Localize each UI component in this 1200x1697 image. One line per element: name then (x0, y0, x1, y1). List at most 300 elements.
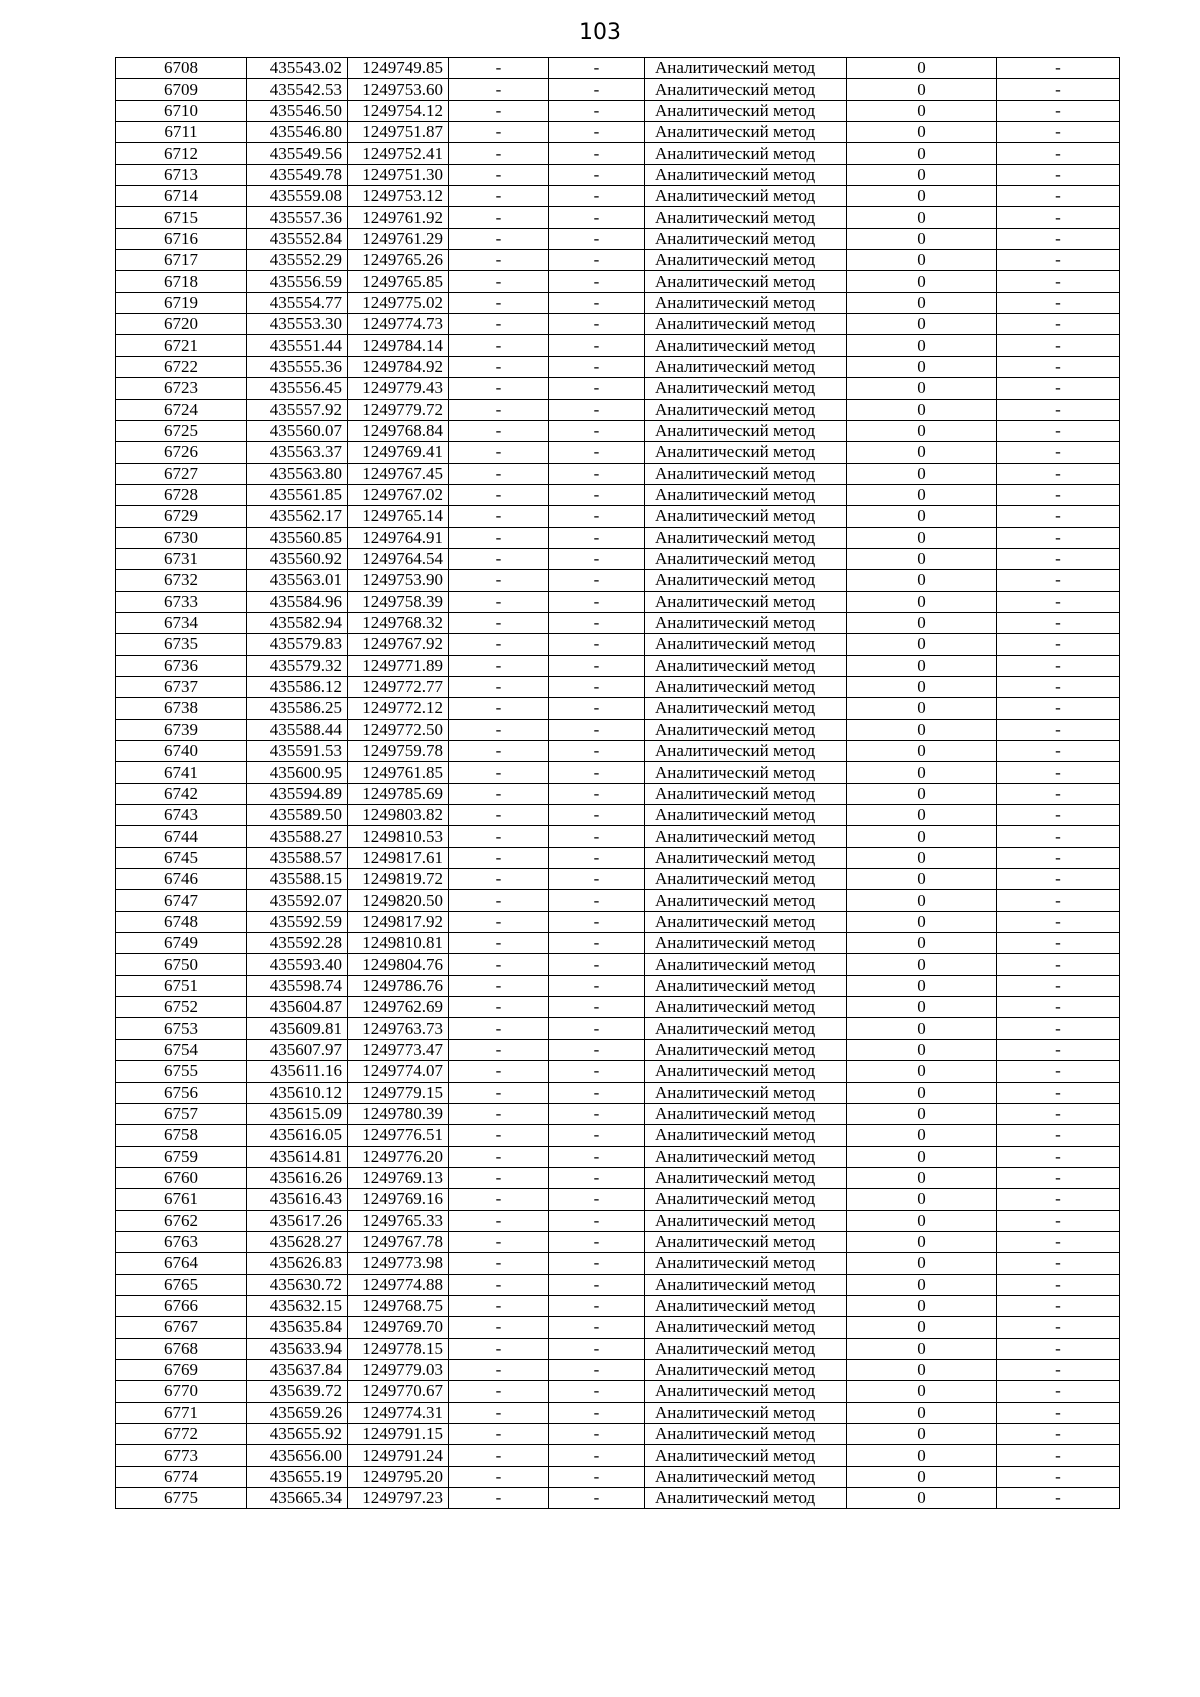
dash-cell: - (449, 890, 549, 911)
x-coordinate-cell: 435616.43 (247, 1189, 348, 1210)
point-number-cell: 6768 (116, 1338, 247, 1359)
dash-cell: - (449, 58, 549, 79)
value-cell: 0 (847, 79, 997, 100)
point-number-cell: 6747 (116, 890, 247, 911)
method-cell: Аналитический метод (645, 1061, 847, 1082)
dash-cell: - (449, 484, 549, 505)
x-coordinate-cell: 435637.84 (247, 1359, 348, 1380)
table-row (116, 1253, 1120, 1274)
x-coordinate-cell: 435607.97 (247, 1039, 348, 1060)
dash-cell: - (449, 1061, 549, 1082)
y-coordinate-cell: 1249785.69 (348, 783, 449, 804)
dash-cell: - (549, 271, 645, 292)
y-coordinate-cell: 1249772.77 (348, 676, 449, 697)
dash-cell: - (997, 1488, 1120, 1509)
dash-cell: - (997, 463, 1120, 484)
dash-cell: - (997, 58, 1120, 79)
value-cell: 0 (847, 997, 997, 1018)
dash-cell: - (549, 463, 645, 484)
dash-cell: - (549, 762, 645, 783)
method-cell: Аналитический метод (645, 356, 847, 377)
value-cell: 0 (847, 1167, 997, 1188)
dash-cell: - (997, 506, 1120, 527)
dash-cell: - (449, 378, 549, 399)
value-cell: 0 (847, 655, 997, 676)
value-cell: 0 (847, 719, 997, 740)
x-coordinate-cell: 435589.50 (247, 805, 348, 826)
value-cell: 0 (847, 484, 997, 505)
dash-cell: - (449, 869, 549, 890)
method-cell: Аналитический метод (645, 847, 847, 868)
dash-cell: - (449, 548, 549, 569)
dash-cell: - (997, 570, 1120, 591)
table-row (116, 186, 1120, 207)
dash-cell: - (449, 1125, 549, 1146)
dash-cell: - (997, 1167, 1120, 1188)
x-coordinate-cell: 435551.44 (247, 335, 348, 356)
method-cell: Аналитический метод (645, 1039, 847, 1060)
dash-cell: - (449, 591, 549, 612)
dash-cell: - (997, 164, 1120, 185)
x-coordinate-cell: 435560.92 (247, 548, 348, 569)
x-coordinate-cell: 435549.56 (247, 143, 348, 164)
dash-cell: - (997, 271, 1120, 292)
point-number-cell: 6726 (116, 442, 247, 463)
table-row (116, 420, 1120, 441)
dash-cell: - (549, 591, 645, 612)
dash-cell: - (997, 527, 1120, 548)
x-coordinate-cell: 435628.27 (247, 1231, 348, 1252)
point-number-cell: 6729 (116, 506, 247, 527)
table-row (116, 612, 1120, 633)
table-row (116, 1338, 1120, 1359)
dash-cell: - (549, 997, 645, 1018)
dash-cell: - (997, 1253, 1120, 1274)
dash-cell: - (997, 1082, 1120, 1103)
x-coordinate-cell: 435592.59 (247, 911, 348, 932)
method-cell: Аналитический метод (645, 228, 847, 249)
method-cell: Аналитический метод (645, 1253, 847, 1274)
dash-cell: - (449, 1167, 549, 1188)
x-coordinate-cell: 435656.00 (247, 1445, 348, 1466)
point-number-cell: 6746 (116, 869, 247, 890)
y-coordinate-cell: 1249768.84 (348, 420, 449, 441)
dash-cell: - (997, 1061, 1120, 1082)
y-coordinate-cell: 1249774.73 (348, 314, 449, 335)
dash-cell: - (997, 762, 1120, 783)
dash-cell: - (449, 314, 549, 335)
method-cell: Аналитический метод (645, 484, 847, 505)
method-cell: Аналитический метод (645, 933, 847, 954)
dash-cell: - (449, 762, 549, 783)
method-cell: Аналитический метод (645, 1103, 847, 1124)
dash-cell: - (549, 1103, 645, 1124)
x-coordinate-cell: 435633.94 (247, 1338, 348, 1359)
x-coordinate-cell: 435611.16 (247, 1061, 348, 1082)
method-cell: Аналитический метод (645, 463, 847, 484)
point-number-cell: 6774 (116, 1466, 247, 1487)
point-number-cell: 6742 (116, 783, 247, 804)
value-cell: 0 (847, 1103, 997, 1124)
value-cell: 0 (847, 1039, 997, 1060)
point-number-cell: 6749 (116, 933, 247, 954)
value-cell: 0 (847, 378, 997, 399)
dash-cell: - (449, 933, 549, 954)
point-number-cell: 6716 (116, 228, 247, 249)
method-cell: Аналитический метод (645, 1402, 847, 1423)
dash-cell: - (997, 442, 1120, 463)
dash-cell: - (449, 228, 549, 249)
y-coordinate-cell: 1249773.98 (348, 1253, 449, 1274)
value-cell: 0 (847, 122, 997, 143)
method-cell: Аналитический метод (645, 100, 847, 121)
y-coordinate-cell: 1249765.26 (348, 250, 449, 271)
x-coordinate-cell: 435553.30 (247, 314, 348, 335)
method-cell: Аналитический метод (645, 1082, 847, 1103)
dash-cell: - (997, 890, 1120, 911)
dash-cell: - (449, 271, 549, 292)
table-row (116, 805, 1120, 826)
table-row (116, 548, 1120, 569)
point-number-cell: 6775 (116, 1488, 247, 1509)
value-cell: 0 (847, 591, 997, 612)
value-cell: 0 (847, 954, 997, 975)
dash-cell: - (449, 1359, 549, 1380)
method-cell: Аналитический метод (645, 143, 847, 164)
dash-cell: - (997, 143, 1120, 164)
y-coordinate-cell: 1249778.15 (348, 1338, 449, 1359)
dash-cell: - (549, 869, 645, 890)
y-coordinate-cell: 1249749.85 (348, 58, 449, 79)
table-row (116, 762, 1120, 783)
dash-cell: - (997, 228, 1120, 249)
method-cell: Аналитический метод (645, 378, 847, 399)
method-cell: Аналитический метод (645, 1424, 847, 1445)
table-row (116, 250, 1120, 271)
y-coordinate-cell: 1249761.29 (348, 228, 449, 249)
dash-cell: - (449, 335, 549, 356)
dash-cell: - (549, 1338, 645, 1359)
table-row (116, 975, 1120, 996)
y-coordinate-cell: 1249761.85 (348, 762, 449, 783)
value-cell: 0 (847, 1210, 997, 1231)
method-cell: Аналитический метод (645, 399, 847, 420)
dash-cell: - (549, 890, 645, 911)
method-cell: Аналитический метод (645, 911, 847, 932)
dash-cell: - (549, 1317, 645, 1338)
value-cell: 0 (847, 100, 997, 121)
y-coordinate-cell: 1249786.76 (348, 975, 449, 996)
table-row (116, 698, 1120, 719)
table-row (116, 1295, 1120, 1316)
dash-cell: - (549, 783, 645, 804)
y-coordinate-cell: 1249771.89 (348, 655, 449, 676)
dash-cell: - (449, 1445, 549, 1466)
y-coordinate-cell: 1249773.47 (348, 1039, 449, 1060)
point-number-cell: 6765 (116, 1274, 247, 1295)
table-row (116, 79, 1120, 100)
table-row (116, 164, 1120, 185)
table-row (116, 847, 1120, 868)
table-row (116, 122, 1120, 143)
x-coordinate-cell: 435610.12 (247, 1082, 348, 1103)
dash-cell: - (549, 186, 645, 207)
method-cell: Аналитический метод (645, 826, 847, 847)
dash-cell: - (549, 1359, 645, 1380)
y-coordinate-cell: 1249769.41 (348, 442, 449, 463)
point-number-cell: 6752 (116, 997, 247, 1018)
x-coordinate-cell: 435579.83 (247, 634, 348, 655)
y-coordinate-cell: 1249774.31 (348, 1402, 449, 1423)
point-number-cell: 6750 (116, 954, 247, 975)
x-coordinate-cell: 435546.50 (247, 100, 348, 121)
value-cell: 0 (847, 250, 997, 271)
y-coordinate-cell: 1249767.02 (348, 484, 449, 505)
method-cell: Аналитический метод (645, 975, 847, 996)
dash-cell: - (449, 356, 549, 377)
value-cell: 0 (847, 335, 997, 356)
point-number-cell: 6714 (116, 186, 247, 207)
x-coordinate-cell: 435560.07 (247, 420, 348, 441)
table-row (116, 1402, 1120, 1423)
y-coordinate-cell: 1249753.12 (348, 186, 449, 207)
dash-cell: - (549, 570, 645, 591)
point-number-cell: 6759 (116, 1146, 247, 1167)
point-number-cell: 6762 (116, 1210, 247, 1231)
dash-cell: - (449, 805, 549, 826)
dash-cell: - (549, 1146, 645, 1167)
dash-cell: - (549, 314, 645, 335)
method-cell: Аналитический метод (645, 122, 847, 143)
dash-cell: - (549, 954, 645, 975)
dash-cell: - (549, 1125, 645, 1146)
y-coordinate-cell: 1249774.88 (348, 1274, 449, 1295)
table-row (116, 271, 1120, 292)
method-cell: Аналитический метод (645, 634, 847, 655)
y-coordinate-cell: 1249784.92 (348, 356, 449, 377)
method-cell: Аналитический метод (645, 164, 847, 185)
x-coordinate-cell: 435555.36 (247, 356, 348, 377)
value-cell: 0 (847, 164, 997, 185)
method-cell: Аналитический метод (645, 314, 847, 335)
x-coordinate-cell: 435639.72 (247, 1381, 348, 1402)
dash-cell: - (549, 1424, 645, 1445)
dash-cell: - (549, 1061, 645, 1082)
table-row (116, 911, 1120, 932)
y-coordinate-cell: 1249779.15 (348, 1082, 449, 1103)
point-number-cell: 6766 (116, 1295, 247, 1316)
point-number-cell: 6767 (116, 1317, 247, 1338)
table-row (116, 1189, 1120, 1210)
x-coordinate-cell: 435630.72 (247, 1274, 348, 1295)
y-coordinate-cell: 1249791.24 (348, 1445, 449, 1466)
method-cell: Аналитический метод (645, 1295, 847, 1316)
dash-cell: - (549, 250, 645, 271)
x-coordinate-cell: 435616.26 (247, 1167, 348, 1188)
dash-cell: - (997, 1338, 1120, 1359)
value-cell: 0 (847, 1061, 997, 1082)
dash-cell: - (449, 399, 549, 420)
dash-cell: - (549, 1231, 645, 1252)
point-number-cell: 6715 (116, 207, 247, 228)
method-cell: Аналитический метод (645, 1018, 847, 1039)
dash-cell: - (449, 1424, 549, 1445)
method-cell: Аналитический метод (645, 186, 847, 207)
point-number-cell: 6753 (116, 1018, 247, 1039)
table-row (116, 314, 1120, 335)
x-coordinate-cell: 435562.17 (247, 506, 348, 527)
method-cell: Аналитический метод (645, 271, 847, 292)
method-cell: Аналитический метод (645, 1445, 847, 1466)
dash-cell: - (549, 1167, 645, 1188)
x-coordinate-cell: 435655.19 (247, 1466, 348, 1487)
dash-cell: - (549, 548, 645, 569)
table-row (116, 1317, 1120, 1338)
x-coordinate-cell: 435563.80 (247, 463, 348, 484)
method-cell: Аналитический метод (645, 762, 847, 783)
y-coordinate-cell: 1249753.90 (348, 570, 449, 591)
point-number-cell: 6717 (116, 250, 247, 271)
table-row (116, 484, 1120, 505)
method-cell: Аналитический метод (645, 805, 847, 826)
dash-cell: - (549, 655, 645, 676)
y-coordinate-cell: 1249769.13 (348, 1167, 449, 1188)
dash-cell: - (549, 1039, 645, 1060)
x-coordinate-cell: 435557.36 (247, 207, 348, 228)
y-coordinate-cell: 1249753.60 (348, 79, 449, 100)
value-cell: 0 (847, 1189, 997, 1210)
dash-cell: - (997, 1103, 1120, 1124)
value-cell: 0 (847, 805, 997, 826)
value-cell: 0 (847, 612, 997, 633)
dash-cell: - (549, 335, 645, 356)
y-coordinate-cell: 1249765.33 (348, 1210, 449, 1231)
dash-cell: - (449, 442, 549, 463)
value-cell: 0 (847, 271, 997, 292)
point-number-cell: 6769 (116, 1359, 247, 1380)
point-number-cell: 6737 (116, 676, 247, 697)
table-row (116, 1445, 1120, 1466)
table-row (116, 890, 1120, 911)
table-row (116, 1146, 1120, 1167)
table-row (116, 527, 1120, 548)
value-cell: 0 (847, 1402, 997, 1423)
table-row (116, 335, 1120, 356)
y-coordinate-cell: 1249772.50 (348, 719, 449, 740)
value-cell: 0 (847, 228, 997, 249)
y-coordinate-cell: 1249780.39 (348, 1103, 449, 1124)
point-number-cell: 6712 (116, 143, 247, 164)
dash-cell: - (549, 100, 645, 121)
dash-cell: - (449, 186, 549, 207)
y-coordinate-cell: 1249784.14 (348, 335, 449, 356)
value-cell: 0 (847, 1146, 997, 1167)
table-row (116, 570, 1120, 591)
y-coordinate-cell: 1249767.78 (348, 1231, 449, 1252)
point-number-cell: 6771 (116, 1402, 247, 1423)
value-cell: 0 (847, 869, 997, 890)
point-number-cell: 6773 (116, 1445, 247, 1466)
table-row (116, 719, 1120, 740)
method-cell: Аналитический метод (645, 335, 847, 356)
point-number-cell: 6755 (116, 1061, 247, 1082)
y-coordinate-cell: 1249779.72 (348, 399, 449, 420)
x-coordinate-cell: 435586.12 (247, 676, 348, 697)
point-number-cell: 6736 (116, 655, 247, 676)
page-number: 103 (579, 20, 621, 45)
table-row (116, 143, 1120, 164)
value-cell: 0 (847, 1466, 997, 1487)
value-cell: 0 (847, 1231, 997, 1252)
x-coordinate-cell: 435614.81 (247, 1146, 348, 1167)
dash-cell: - (449, 655, 549, 676)
point-number-cell: 6740 (116, 741, 247, 762)
point-number-cell: 6764 (116, 1253, 247, 1274)
point-number-cell: 6713 (116, 164, 247, 185)
method-cell: Аналитический метод (645, 292, 847, 313)
dash-cell: - (997, 122, 1120, 143)
method-cell: Аналитический метод (645, 1381, 847, 1402)
value-cell: 0 (847, 1317, 997, 1338)
y-coordinate-cell: 1249775.02 (348, 292, 449, 313)
method-cell: Аналитический метод (645, 207, 847, 228)
x-coordinate-cell: 435552.29 (247, 250, 348, 271)
x-coordinate-cell: 435563.01 (247, 570, 348, 591)
dash-cell: - (997, 1402, 1120, 1423)
table-row (116, 783, 1120, 804)
value-cell: 0 (847, 826, 997, 847)
x-coordinate-cell: 435635.84 (247, 1317, 348, 1338)
value-cell: 0 (847, 1274, 997, 1295)
dash-cell: - (449, 1317, 549, 1338)
method-cell: Аналитический метод (645, 1317, 847, 1338)
dash-cell: - (449, 1146, 549, 1167)
dash-cell: - (997, 1445, 1120, 1466)
method-cell: Аналитический метод (645, 741, 847, 762)
dash-cell: - (549, 1253, 645, 1274)
value-cell: 0 (847, 399, 997, 420)
dash-cell: - (997, 612, 1120, 633)
table-row (116, 826, 1120, 847)
table-row (116, 591, 1120, 612)
point-number-cell: 6733 (116, 591, 247, 612)
x-coordinate-cell: 435561.85 (247, 484, 348, 505)
point-number-cell: 6709 (116, 79, 247, 100)
value-cell: 0 (847, 1338, 997, 1359)
value-cell: 0 (847, 698, 997, 719)
y-coordinate-cell: 1249764.91 (348, 527, 449, 548)
dash-cell: - (549, 741, 645, 762)
dash-cell: - (549, 1189, 645, 1210)
dash-cell: - (549, 1445, 645, 1466)
dash-cell: - (549, 1274, 645, 1295)
dash-cell: - (997, 186, 1120, 207)
dash-cell: - (449, 164, 549, 185)
y-coordinate-cell: 1249820.50 (348, 890, 449, 911)
y-coordinate-cell: 1249770.67 (348, 1381, 449, 1402)
y-coordinate-cell: 1249765.85 (348, 271, 449, 292)
dash-cell: - (997, 79, 1120, 100)
value-cell: 0 (847, 634, 997, 655)
dash-cell: - (549, 676, 645, 697)
dash-cell: - (549, 826, 645, 847)
value-cell: 0 (847, 1082, 997, 1103)
y-coordinate-cell: 1249810.53 (348, 826, 449, 847)
dash-cell: - (549, 292, 645, 313)
dash-cell: - (549, 122, 645, 143)
point-number-cell: 6718 (116, 271, 247, 292)
x-coordinate-cell: 435552.84 (247, 228, 348, 249)
